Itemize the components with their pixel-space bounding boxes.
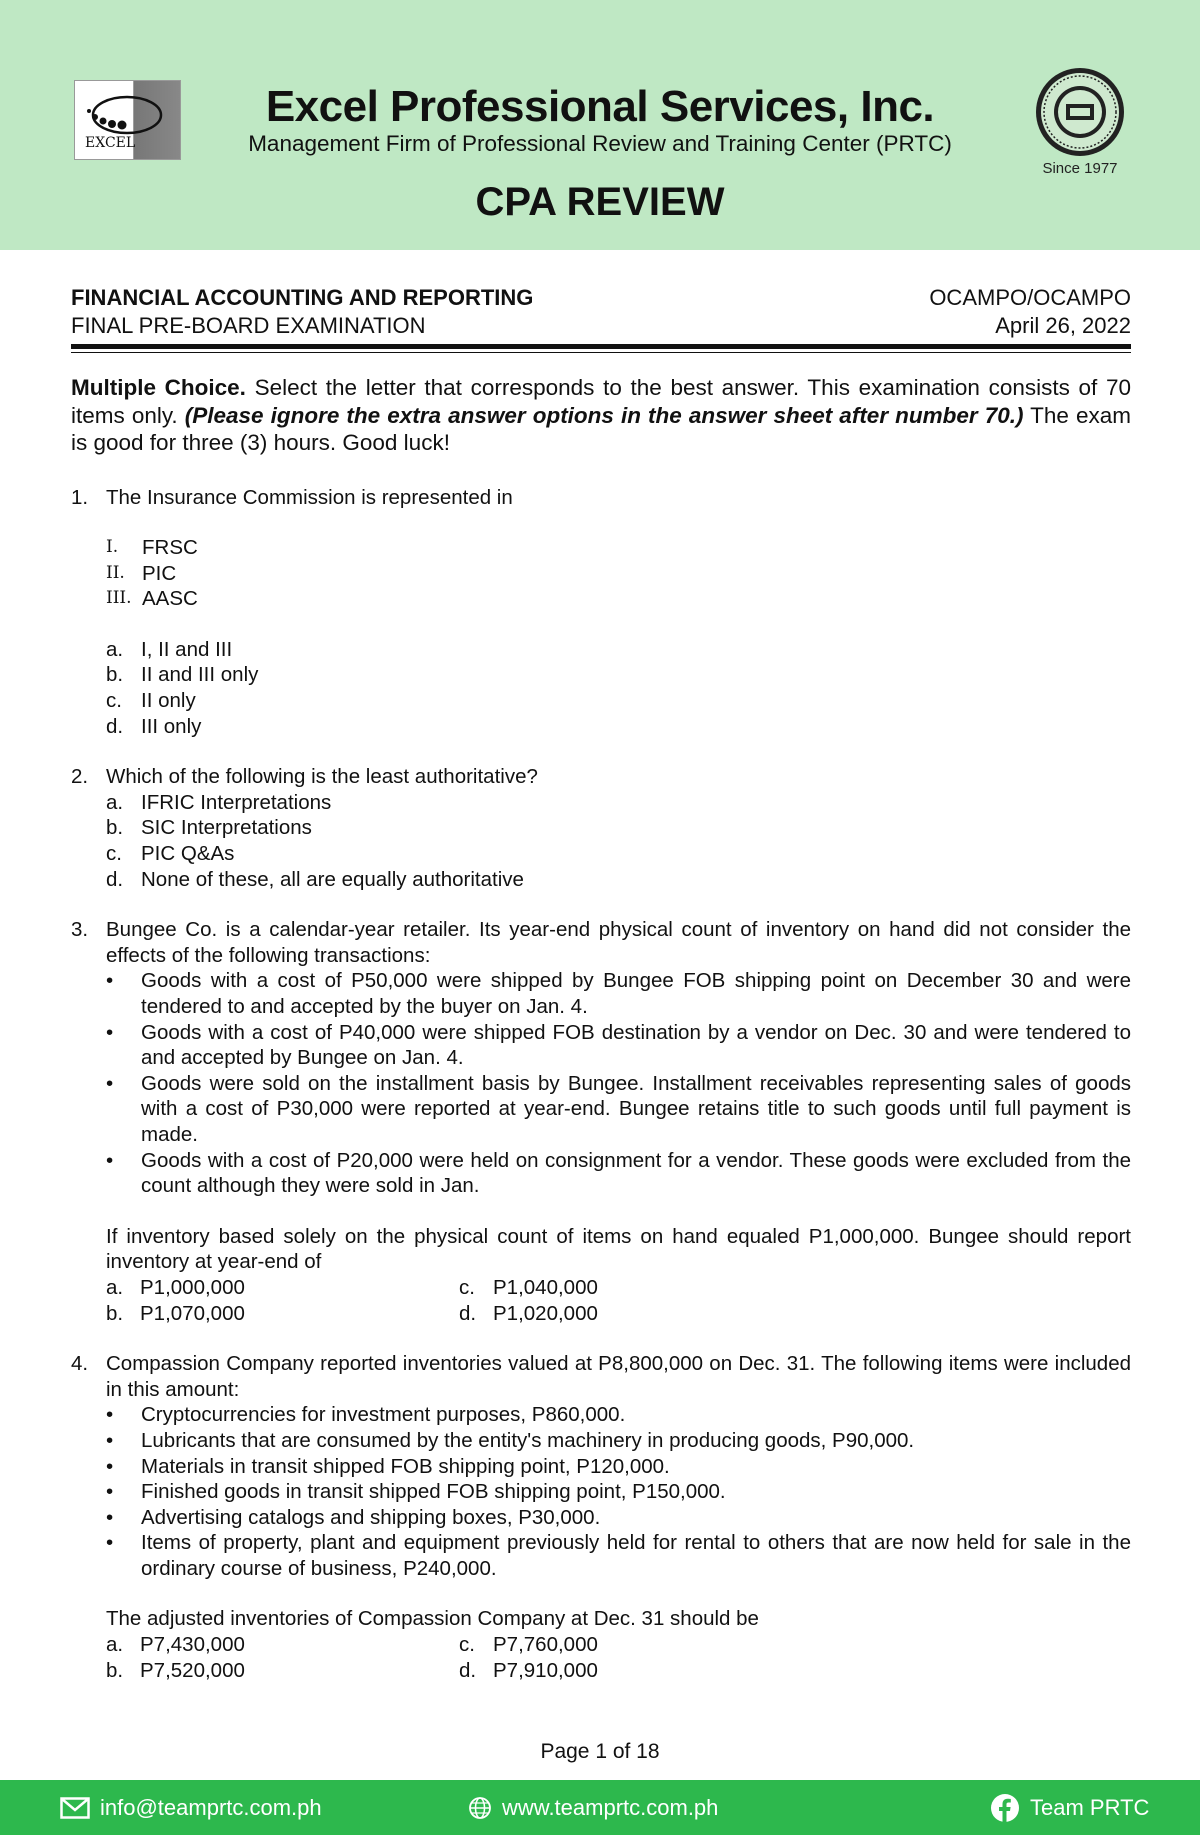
list-item: • Goods were sold on the installment basis by Bungee. Installment receivables representing sales of goods with a cost of P30,000 were reported at year-end. Bungee retains title to such goods until full payment is made. — [106, 1071, 1131, 1148]
facebook-link[interactable]: Team PRTC — [1030, 1794, 1150, 1820]
transaction-list — [106, 968, 1131, 1198]
answer-options — [106, 637, 1131, 739]
footer-email[interactable] — [60, 1780, 322, 1835]
roman-list — [106, 535, 1131, 612]
instructions: Multiple Choice. Select the letter that corresponds to the best answer. This examination consists of 70 items only. (Please ignore the extra answer options in the answer sheet after number 70.) The exam is good for three (3) hours. Good luck! — [71, 375, 1131, 455]
since-label: Since 1977 — [1042, 160, 1118, 177]
question-number: 1. — [71, 485, 89, 509]
company-subtitle: Management Firm of Professional Review and Training Center (PRTC) — [248, 131, 952, 156]
list-item: • Goods with a cost of P50,000 were shipped by Bungee FOB shipping point on December 30 and were tendered to and accepted by the buyer on Jan. 4. — [106, 968, 1131, 1019]
letterhead — [0, 0, 1200, 250]
excel-logo — [74, 80, 181, 160]
question-2 — [71, 764, 1131, 892]
list-item: • Items of property, plant and equipment previously held for rental to others that are now held for sale in the ordinary course of business, P240,000. — [106, 1530, 1131, 1581]
svg-text:EXCEL: EXCEL — [85, 135, 136, 151]
answer-option: c. P7,760,000 — [459, 1633, 598, 1657]
question-1 — [71, 485, 1131, 740]
question-prompt: If inventory based solely on the physical count of items on hand equaled P1,000,000. Bungee should report inventory at year-end of — [106, 1224, 1131, 1274]
answer-option: b. SIC Interpretations — [106, 816, 312, 840]
exam-type: FINAL PRE-BOARD EXAMINATION — [71, 313, 426, 338]
answer-option: a. P7,430,000 — [106, 1633, 245, 1657]
question-prompt: The adjusted inventories of Compassion Company at Dec. 31 should be — [106, 1607, 759, 1631]
list-item: • Advertising catalogs and shipping boxes, P30,000. — [106, 1505, 1131, 1531]
list-item: III. AASC — [106, 587, 198, 611]
answer-options — [106, 1632, 1131, 1683]
answer-option: c. II only — [106, 689, 196, 713]
list-item: • Goods with a cost of P20,000 were held on consignment for a vendor. These goods were excluded from the count although they were sold in Jan. — [106, 1148, 1131, 1199]
answer-option: b. P1,070,000 — [106, 1301, 245, 1325]
answer-option: d. P7,910,000 — [459, 1658, 598, 1682]
items-list — [106, 1402, 1131, 1581]
list-item: • Finished goods in transit shipped FOB shipping point, P150,000. — [106, 1479, 1131, 1505]
exam-heading — [71, 284, 1131, 340]
prtc-seal-icon — [1034, 66, 1126, 158]
answer-option: d. None of these, all are equally authoritative — [106, 867, 524, 891]
list-item: I. FRSC — [106, 536, 198, 560]
envelope-icon — [60, 1797, 90, 1819]
answer-options — [106, 1275, 1131, 1326]
footer-website[interactable] — [468, 1780, 718, 1835]
question-3 — [71, 917, 1131, 1326]
heading-rule-thin — [71, 352, 1131, 353]
page-number: Page 1 of 18 — [540, 1740, 660, 1763]
website-link[interactable]: www.teamprtc.com.ph — [502, 1794, 719, 1820]
answer-option: a. I, II and III — [106, 637, 233, 661]
list-item: • Cryptocurrencies for investment purposes, P860,000. — [106, 1402, 1131, 1428]
question-stem: Bungee Co. is a calendar-year retailer. Its year-end physical count of inventory on hand did not consider the effects of the following transactions: — [106, 918, 1131, 967]
question-number: 3. — [71, 918, 89, 942]
heading-rule-thick — [71, 344, 1131, 349]
footer-facebook[interactable] — [990, 1780, 1149, 1835]
answer-option: c. PIC Q&As — [106, 842, 235, 866]
question-stem: Which of the following is the least authoritative? — [106, 765, 538, 789]
email-link[interactable]: info@teamprtc.com.ph — [100, 1794, 322, 1820]
list-item: II. PIC — [106, 561, 177, 585]
exam-authors: OCAMPO/OCAMPO — [929, 285, 1131, 310]
list-item: • Lubricants that are consumed by the entity's machinery in producing goods, P90,000. — [106, 1428, 1131, 1454]
answer-options — [106, 790, 1131, 892]
exam-content — [71, 374, 1131, 1708]
company-name: Excel Professional Services, Inc. — [265, 82, 935, 131]
answer-option: a. P1,000,000 — [106, 1275, 245, 1299]
question-number: 4. — [71, 1352, 89, 1376]
exam-date: April 26, 2022 — [995, 313, 1131, 338]
question-number: 2. — [71, 765, 89, 789]
answer-option: a. IFRIC Interpretations — [106, 790, 332, 814]
footer-bar — [0, 1780, 1200, 1835]
facebook-icon — [990, 1793, 1020, 1823]
cpa-review-title: CPA REVIEW — [475, 180, 725, 224]
answer-option: d. P1,020,000 — [459, 1301, 598, 1325]
subject-title: FINANCIAL ACCOUNTING AND REPORTING — [71, 285, 534, 310]
question-stem: Compassion Company reported inventories valued at P8,800,000 on Dec. 31. The following items were included in this amount: — [106, 1352, 1131, 1401]
list-item: • Materials in transit shipped FOB shipping point, P120,000. — [106, 1454, 1131, 1480]
answer-option: d. III only — [106, 714, 202, 738]
answer-option: c. P1,040,000 — [459, 1275, 598, 1299]
answer-option: b. P7,520,000 — [106, 1658, 245, 1682]
answer-option: b. II and III only — [106, 663, 259, 687]
list-item: • Goods with a cost of P40,000 were shipped FOB destination by a vendor on Dec. 30 and were tendered to and accepted by Bungee on Jan. 4. — [106, 1020, 1131, 1071]
globe-icon — [468, 1796, 492, 1820]
question-stem: The Insurance Commission is represented in — [106, 485, 513, 509]
question-4 — [71, 1351, 1131, 1683]
